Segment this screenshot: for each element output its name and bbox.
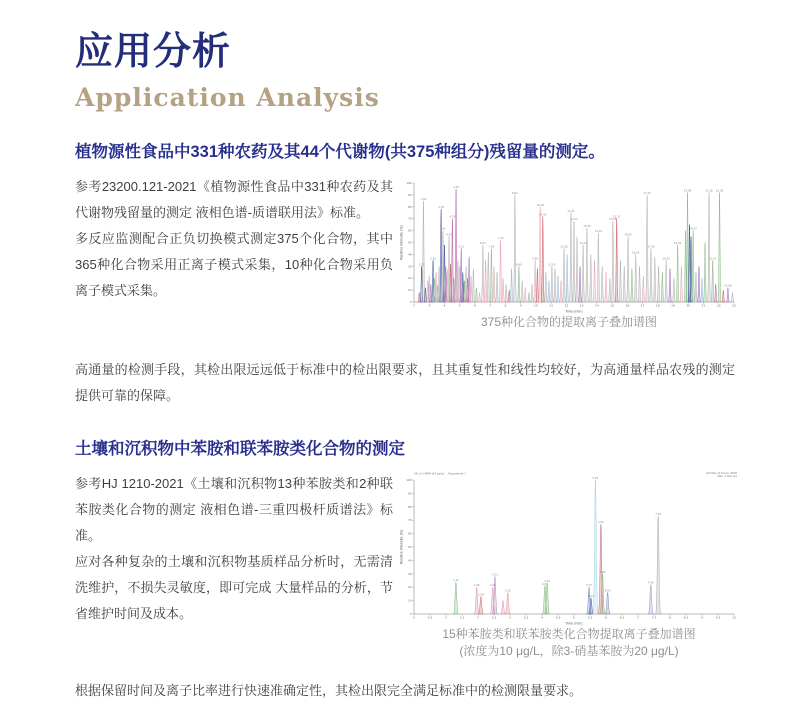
svg-text:18.55: 18.55 xyxy=(662,257,670,261)
svg-text:6.53: 6.53 xyxy=(479,241,486,245)
svg-text:3: 3 xyxy=(509,615,511,620)
section-soil-sediment xyxy=(75,435,735,660)
svg-text:3: 3 xyxy=(428,303,431,308)
chromatogram-figure-2 xyxy=(399,471,739,660)
svg-text:22: 22 xyxy=(716,303,721,308)
svg-text:30: 30 xyxy=(408,264,412,269)
svg-text:19: 19 xyxy=(671,303,675,308)
svg-text:22.05: 22.05 xyxy=(715,189,724,193)
page-header xyxy=(75,20,735,112)
svg-text:50: 50 xyxy=(408,545,412,549)
svg-text:10: 10 xyxy=(408,288,412,293)
svg-text:0: 0 xyxy=(413,615,415,620)
svg-text:11.85: 11.85 xyxy=(560,245,568,249)
section1-paragraph-reference: 参考23200.121-2021《植物源性食品中331种农药及其 代谢物残留量的测定 液相色谱-质谱联用法》标准。 xyxy=(75,179,393,220)
svg-text:10: 10 xyxy=(533,303,538,308)
chart2-caption xyxy=(399,626,739,660)
svg-text:5.89: 5.89 xyxy=(599,570,606,574)
svg-text:18: 18 xyxy=(655,303,660,308)
svg-text:2.93: 2.93 xyxy=(504,589,511,593)
section2-paragraph-reference: 参考HJ 1210-2021《土壤和沉积物13种苯胺类和2种联苯胺类化合物的测定 液相色谱-三重四极杆质谱法》标准。 xyxy=(75,476,393,543)
svg-text:5: 5 xyxy=(458,303,461,308)
svg-text:9: 9 xyxy=(701,615,703,620)
svg-text:8: 8 xyxy=(669,615,671,620)
svg-text:2.09: 2.09 xyxy=(477,593,484,597)
svg-text:1: 1 xyxy=(445,615,447,620)
chromatogram-1 xyxy=(399,174,739,314)
svg-text:1.5: 1.5 xyxy=(459,615,465,620)
svg-text:7: 7 xyxy=(637,615,639,620)
svg-text:19.95: 19.95 xyxy=(683,189,692,193)
svg-text:8.62: 8.62 xyxy=(511,191,518,195)
svg-text:20: 20 xyxy=(686,303,691,308)
svg-text:2.5: 2.5 xyxy=(491,615,497,620)
svg-text:2: 2 xyxy=(477,615,479,620)
section-pesticide-residue xyxy=(75,138,735,409)
chart1-caption: 375种化合物的提取离子叠加谱图 xyxy=(480,315,658,329)
svg-text:2.46: 2.46 xyxy=(489,584,496,588)
svg-text:21.67: 21.67 xyxy=(708,257,717,261)
svg-text:17: 17 xyxy=(640,303,645,308)
svg-text:10.28: 10.28 xyxy=(536,203,544,207)
svg-text:20.32: 20.32 xyxy=(689,227,697,231)
svg-text:4: 4 xyxy=(541,615,543,620)
svg-text:19.30: 19.30 xyxy=(673,241,682,245)
svg-text:22.66: 22.66 xyxy=(724,284,732,288)
svg-text:7.40: 7.40 xyxy=(647,581,654,585)
svg-text:5.47: 5.47 xyxy=(586,584,592,588)
svg-text:8.90: 8.90 xyxy=(515,263,522,267)
svg-text:60: 60 xyxy=(408,228,412,233)
svg-text:12: 12 xyxy=(564,303,569,308)
svg-text:7.70: 7.70 xyxy=(497,237,504,241)
section2-paragraph-benefit: 应对各种复杂的土壤和沉积物基质样品分析时，无需清洗维护，不损失灵敏度，即可完成 大量样品的分析，节省维护时间及成本。 xyxy=(75,554,393,621)
svg-text:2.53: 2.53 xyxy=(492,573,498,577)
svg-text:20: 20 xyxy=(408,276,412,281)
svg-text:8: 8 xyxy=(504,303,507,308)
svg-text:1.31: 1.31 xyxy=(453,578,459,582)
svg-text:13: 13 xyxy=(579,303,584,308)
svg-text:9.95: 9.95 xyxy=(532,257,539,261)
svg-text:5.67: 5.67 xyxy=(592,477,599,480)
svg-text:15.05: 15.05 xyxy=(609,218,617,222)
svg-text:5: 5 xyxy=(573,615,575,620)
svg-text:6.5: 6.5 xyxy=(619,615,625,620)
svg-text:2.64: 2.64 xyxy=(420,197,427,201)
svg-text:2.55: 2.55 xyxy=(418,263,425,267)
svg-text:1.96: 1.96 xyxy=(473,584,480,588)
svg-text:30: 30 xyxy=(408,571,412,576)
svg-text:60: 60 xyxy=(408,531,412,536)
svg-text:4.09: 4.09 xyxy=(541,582,548,586)
svg-text:70: 70 xyxy=(408,216,412,221)
svg-text:80: 80 xyxy=(408,204,412,209)
svg-text:11.05: 11.05 xyxy=(548,263,556,267)
svg-text:15: 15 xyxy=(610,303,615,308)
page-subtitle: Application Analysis xyxy=(75,83,380,112)
svg-text:7: 7 xyxy=(489,303,492,308)
svg-text:7.5: 7.5 xyxy=(651,615,657,620)
svg-text:6: 6 xyxy=(605,615,607,620)
section1-heading: 植物源性食品中331种农药及其44个代谢物(共375种组分)残留量的测定。 xyxy=(75,143,605,161)
svg-text:6.05: 6.05 xyxy=(604,589,611,593)
svg-text:20: 20 xyxy=(408,585,412,590)
svg-text:5.53: 5.53 xyxy=(588,594,594,598)
svg-text:50: 50 xyxy=(408,240,412,245)
svg-text:17.56: 17.56 xyxy=(647,245,655,249)
svg-text:10: 10 xyxy=(732,615,736,620)
svg-text:Time (min): Time (min) xyxy=(565,309,583,314)
svg-text:100: 100 xyxy=(406,478,412,482)
svg-text:21.36: 21.36 xyxy=(705,189,713,193)
svg-text:100: 100 xyxy=(406,181,412,185)
chromatogram-figure-1 xyxy=(399,174,739,331)
chart2-caption-line1: 15种苯胺类和联苯胺类化合物提取离子叠加谱图 xyxy=(442,627,696,641)
svg-text:17.31: 17.31 xyxy=(643,191,651,195)
svg-text:90: 90 xyxy=(408,491,412,496)
page-title: 应用分析 xyxy=(75,31,232,73)
svg-text:7.08: 7.08 xyxy=(488,245,495,249)
section2-text-column xyxy=(75,471,393,627)
svg-text:9.5: 9.5 xyxy=(715,615,721,620)
svg-text:16.05: 16.05 xyxy=(624,233,632,237)
svg-text:3.91: 3.91 xyxy=(440,227,446,231)
svg-text:12.52: 12.52 xyxy=(570,218,578,222)
svg-text:7.63: 7.63 xyxy=(655,513,662,517)
svg-text:13.12: 13.12 xyxy=(579,241,587,245)
svg-text:3.26: 3.26 xyxy=(430,257,436,261)
svg-text:4.5: 4.5 xyxy=(555,615,561,620)
chromatogram-2 xyxy=(399,471,739,626)
svg-text:9: 9 xyxy=(519,303,522,308)
section2-heading: 土壤和沉积物中苯胺和联苯胺类化合物的测定 xyxy=(75,440,405,458)
svg-text:Time (min): Time (min) xyxy=(565,621,583,626)
closing-paragraph: 根据保留时间及离子比率进行快速准确定性，其检出限完全满足标准中的检测限量要求。 xyxy=(75,683,583,698)
svg-text:4.76: 4.76 xyxy=(453,185,459,189)
svg-text:14.10: 14.10 xyxy=(594,229,603,233)
svg-text:2: 2 xyxy=(413,303,415,308)
svg-text:0.5: 0.5 xyxy=(427,615,433,620)
svg-text:40: 40 xyxy=(408,252,412,257)
svg-text:8.5: 8.5 xyxy=(683,615,689,620)
svg-text:16: 16 xyxy=(625,303,630,308)
svg-text:XIC of +MRM (45 pairs) ... Exp: XIC of +MRM (45 pairs) ... Experiment 1 xyxy=(414,472,466,476)
section1-columns xyxy=(75,174,735,331)
svg-text:5.84: 5.84 xyxy=(597,521,604,525)
svg-text:40: 40 xyxy=(408,558,412,563)
svg-text:Number of Scans: 9630: Number of Scans: 9630 xyxy=(706,472,737,475)
svg-text:10.45: 10.45 xyxy=(539,213,547,217)
svg-text:Max: 1.0e6 cps: Max: 1.0e6 cps xyxy=(717,475,737,479)
svg-text:4.31: 4.31 xyxy=(446,233,452,237)
svg-text:3.5: 3.5 xyxy=(523,615,529,620)
svg-text:4.16: 4.16 xyxy=(544,580,551,584)
svg-text:10: 10 xyxy=(408,598,412,603)
svg-text:4.52: 4.52 xyxy=(449,215,456,219)
svg-text:0: 0 xyxy=(409,300,412,304)
svg-text:11: 11 xyxy=(549,303,554,308)
svg-text:90: 90 xyxy=(408,192,412,197)
svg-text:21: 21 xyxy=(701,303,706,308)
svg-text:70: 70 xyxy=(408,518,412,523)
svg-text:6: 6 xyxy=(473,303,476,308)
svg-text:16.55: 16.55 xyxy=(631,251,640,255)
svg-text:80: 80 xyxy=(408,504,412,509)
section1-summary: 高通量的检测手段，其检出限远远低于标准中的检出限要求，且其重复性和线性均较好，为高通量样品农残的测定提供可靠的保障。 xyxy=(75,362,735,403)
svg-text:14: 14 xyxy=(594,303,599,308)
svg-text:23: 23 xyxy=(732,303,736,308)
svg-text:5.12: 5.12 xyxy=(458,245,465,249)
svg-text:3.78: 3.78 xyxy=(438,206,445,210)
chart2-caption-line2: (浓度为10 μg/L，除3-硝基苯胺为20 μg/L) xyxy=(459,644,679,658)
svg-text:13.35: 13.35 xyxy=(583,225,591,229)
svg-text:12.31: 12.31 xyxy=(567,209,575,213)
svg-text:0: 0 xyxy=(409,612,412,616)
svg-text:Relative Intensity (%): Relative Intensity (%) xyxy=(399,225,404,260)
svg-text:4: 4 xyxy=(443,303,446,308)
section1-text-column xyxy=(75,174,393,304)
svg-text:15.31: 15.31 xyxy=(612,215,621,219)
svg-text:Relative Intensity (%): Relative Intensity (%) xyxy=(399,529,404,565)
section1-paragraph-method: 多反应监测配合正负切换模式测定375个化合物，其中365种化合物采用正离子模式采集，10种化合物采用负离子模式采集。 xyxy=(75,231,393,298)
section2-columns xyxy=(75,471,735,660)
svg-text:5.5: 5.5 xyxy=(587,615,593,620)
